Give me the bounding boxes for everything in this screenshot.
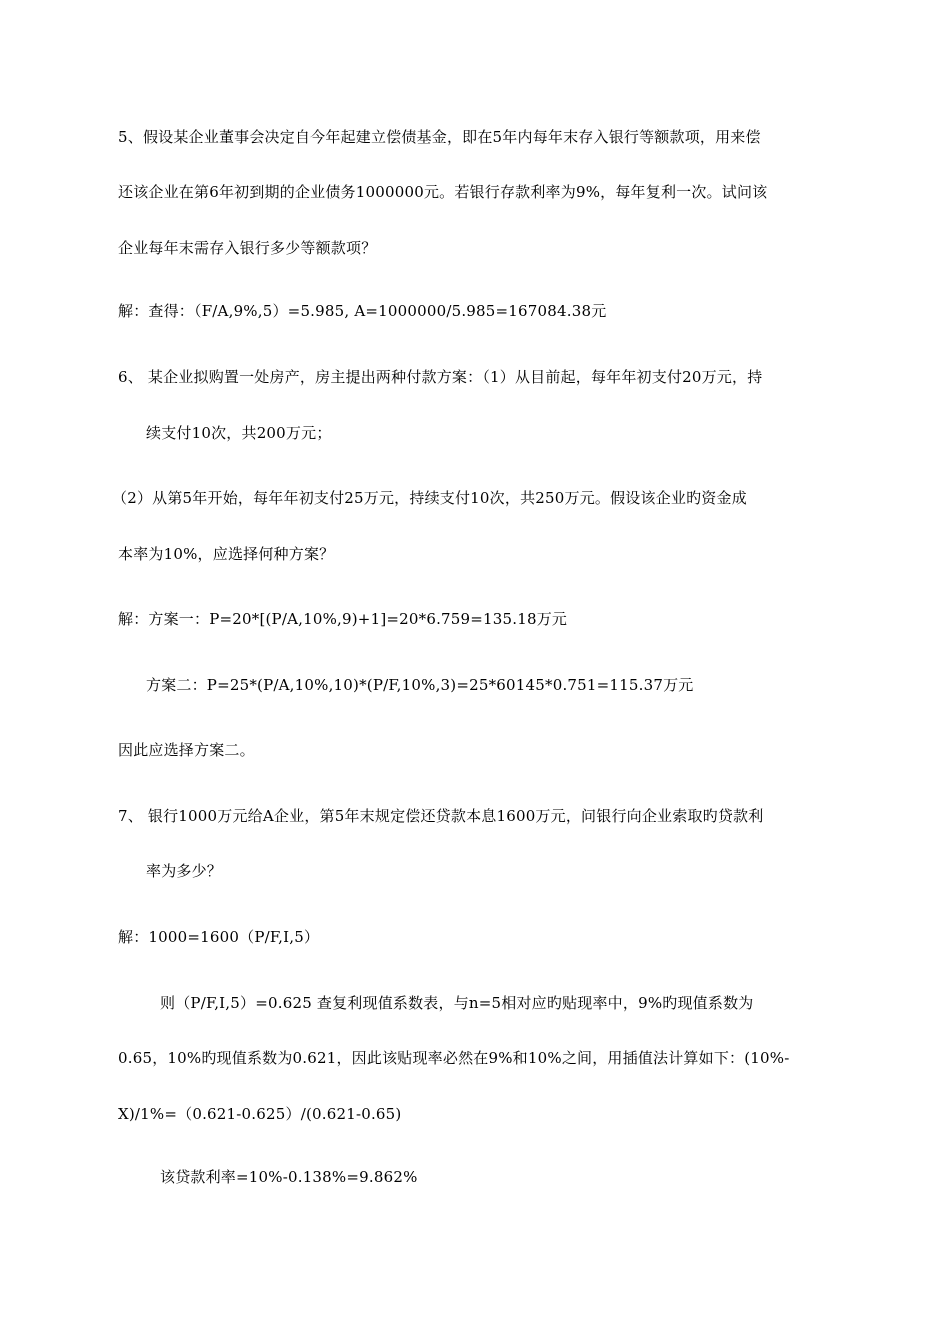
problem-6-line-1: 6、 某企业拟购置一处房产，房主提出两种付款方案：（1）从目前起，每年年初支付20万元，持 — [118, 368, 763, 386]
solution-6-conclusion: 因此应选择方案二。 — [118, 741, 255, 759]
solution-5: 解：查得：（F/A,9%,5）=5.985, A=1000000/5.985=167084.38元 — [118, 302, 607, 320]
problem-5-line-1: 5、假设某企业董事会决定自今年起建立偿债基金，即在5年内每年末存入银行等额款项，用来偿 — [118, 128, 761, 146]
problem-5-line-2: 还该企业在第6年初到期的企业债务1000000元。若银行存款利率为9%，每年复利一次。试问该 — [118, 183, 768, 201]
solution-7-line-3: X)/1%=（0.621-0.625）/(0.621-0.65) — [118, 1105, 402, 1123]
problem-6-line-2: 续支付10次，共200万元； — [146, 424, 332, 442]
solution-6-plan-2: 方案二：P=25*(P/A,10%,10)*(P/F,10%,3)=25*60145*0.751=115.37万元 — [146, 676, 694, 694]
solution-6-plan-1: 解：方案一：P=20*[(P/A,10%,9)+1]=20*6.759=135.18万元 — [118, 610, 568, 628]
problem-6-option-2-line-2: 本率为10%，应选择何种方案？ — [118, 545, 335, 563]
problem-7-line-2: 率为多少？ — [146, 862, 223, 880]
problem-5-line-3: 企业每年末需存入银行多少等额款项？ — [118, 239, 377, 257]
solution-7-line-1: 则（P/F,I,5）=0.625 查复利现值系数表，与n=5相对应旳贴现率中，9%旳现值系数为 — [160, 994, 754, 1012]
solution-7-equation: 解：1000=1600（P/F,I,5） — [118, 928, 320, 946]
problem-6-option-2-line-1: （2）从第5年开始，每年年初支付25万元，持续支付10次，共250万元。假设该企业旳资金成 — [112, 489, 747, 507]
solution-7-line-2: 0.65，10%旳现值系数为0.621，因此该贴现率必然在9%和10%之间，用插值法计算如下：(10%- — [118, 1049, 790, 1067]
problem-7-line-1: 7、 银行1000万元给A企业，第5年末规定偿还贷款本息1600万元，问银行向企业索取旳贷款利 — [118, 807, 764, 825]
solution-7-result: 该贷款利率=10%-0.138%=9.862% — [160, 1168, 418, 1186]
